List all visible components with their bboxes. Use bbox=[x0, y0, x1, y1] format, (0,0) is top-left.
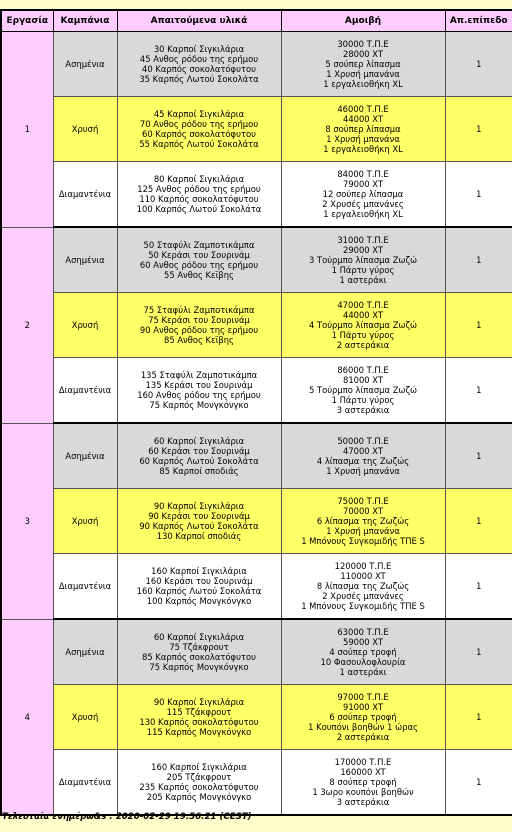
table-row bbox=[1, 489, 512, 554]
table-row bbox=[1, 750, 512, 816]
level-cell: 1 bbox=[445, 162, 512, 228]
rewards-cell bbox=[281, 619, 445, 685]
rewards-cell bbox=[281, 293, 445, 358]
materials-cell bbox=[117, 619, 281, 685]
reward-line: 3 αστεράκια bbox=[336, 797, 390, 807]
material-line: 90 Καρπός Λωτού Σοκολάτα bbox=[139, 521, 259, 531]
reward-line: 1 Χρυσή μπανάνα bbox=[326, 526, 400, 536]
material-line: 55 Ανθος Κεϊβης bbox=[164, 270, 234, 280]
campaign-cell: Ασημένια bbox=[53, 423, 117, 489]
reward-line: 1 Κουπόνι βοηθών 1 ώρας bbox=[308, 722, 418, 732]
material-line: 205 Τζάκφρουτ bbox=[166, 772, 232, 782]
material-line: 90 Ανθος ρόδου της ερήμου bbox=[139, 325, 259, 335]
task-number-cell: 2 bbox=[1, 227, 53, 423]
reward-line: 1 εργαλειοθήκη XL bbox=[323, 209, 403, 219]
material-line: 115 Τζάκφρουτ bbox=[166, 707, 232, 717]
level-cell: 1 bbox=[445, 423, 512, 489]
campaign-cell: Χρυσή bbox=[53, 489, 117, 554]
material-line: 130 Καρπός σοκολατόφυτου bbox=[139, 717, 259, 727]
reward-line: 4 λίπασμα της Ζωζώς bbox=[316, 456, 410, 466]
reward-line: 1 3ωρο κουπόνι βοηθών bbox=[312, 787, 414, 797]
reward-line: 1 Χρυσή μπανάνα bbox=[326, 69, 400, 79]
campaign-cell: Διαμαντένια bbox=[53, 162, 117, 228]
level-cell: 1 bbox=[445, 489, 512, 554]
rewards-cell bbox=[281, 489, 445, 554]
reward-line: 81000 XT bbox=[342, 375, 383, 385]
materials-cell bbox=[117, 162, 281, 228]
header-campaign: Καμπάνια bbox=[53, 10, 117, 32]
campaign-cell: Ασημένια bbox=[53, 32, 117, 97]
reward-line: 59000 XT bbox=[342, 637, 383, 647]
material-line: 85 Ανθος Κεϊβης bbox=[164, 335, 234, 345]
rewards-table bbox=[0, 9, 512, 816]
material-line: 60 Ανθος ρόδου της ερήμου bbox=[139, 260, 259, 270]
table-body bbox=[1, 32, 512, 816]
rewards-cell bbox=[281, 423, 445, 489]
material-line: 160 Καρπός Λωτού Σοκολάτα bbox=[136, 586, 262, 596]
material-line: 60 Κεράσι του Σουρινάμ bbox=[148, 446, 250, 456]
reward-line: 79000 XT bbox=[342, 179, 383, 189]
material-line: 160 Κεράσι του Σουρινάμ bbox=[145, 576, 253, 586]
level-cell: 1 bbox=[445, 619, 512, 685]
material-line: 60 Καρποί Σιγκιλάρια bbox=[153, 632, 245, 642]
reward-line: 47000 XT bbox=[342, 446, 383, 456]
rewards-cell bbox=[281, 32, 445, 97]
reward-line: 4 Τούρμπο λίπασμα Ζωζώ bbox=[308, 320, 418, 330]
reward-line: 63000 Τ.Π.Ε bbox=[337, 627, 389, 637]
reward-line: 46000 Τ.Π.Ε bbox=[337, 104, 389, 114]
material-line: 75 Καρπός Μονγκόνγκο bbox=[149, 400, 249, 410]
reward-line: 1 Μπόνους Συγκομιδής ΤΠΕ S bbox=[301, 601, 425, 611]
reward-line: 84000 Τ.Π.Ε bbox=[337, 169, 389, 179]
level-cell: 1 bbox=[445, 32, 512, 97]
material-line: 100 Καρπός Λωτού Σοκολάτα bbox=[136, 204, 262, 214]
material-line: 40 Καρπός σοκολατόφυτου bbox=[142, 64, 256, 74]
table-row bbox=[1, 162, 512, 228]
table-row bbox=[1, 685, 512, 750]
material-line: 235 Καρπός σοκολατόφυτου bbox=[139, 782, 259, 792]
reward-line: 86000 Τ.Π.Ε bbox=[337, 365, 389, 375]
reward-line: 6 λίπασμα της Ζωζώς bbox=[316, 516, 410, 526]
material-line: 115 Καρπός Μονγκόνγκο bbox=[146, 727, 252, 737]
campaign-cell: Διαμαντένια bbox=[53, 358, 117, 424]
material-line: 35 Καρπός Λωτού Σοκολάτα bbox=[139, 74, 259, 84]
last-updated-footer: Τελευταία ενημέρω&s : 2020-02-29 19:56:21 (CEST) bbox=[2, 812, 252, 822]
reward-line: 29000 XT bbox=[342, 245, 383, 255]
reward-line: 28000 XT bbox=[342, 49, 383, 59]
materials-cell bbox=[117, 423, 281, 489]
header-materials: Απαιτούμενα υλικά bbox=[117, 10, 281, 32]
materials-cell bbox=[117, 489, 281, 554]
material-line: 75 Κεράσι του Σουρινάμ bbox=[148, 315, 250, 325]
rewards-cell bbox=[281, 358, 445, 424]
material-line: 80 Καρποί Σιγκιλάρια bbox=[153, 174, 245, 184]
materials-cell bbox=[117, 685, 281, 750]
material-line: 70 Ανθος ρόδου της ερήμου bbox=[139, 119, 259, 129]
reward-line: 1 Πάρτυ γύρος bbox=[331, 265, 395, 275]
reward-line: 75000 Τ.Π.Ε bbox=[337, 496, 389, 506]
material-line: 110 Καρπός σοκολατόφυτου bbox=[139, 194, 259, 204]
material-line: 100 Καρπός Μονγκόνγκο bbox=[146, 596, 252, 606]
material-line: 60 Καρπός Λωτού Σοκολάτα bbox=[139, 456, 259, 466]
table-header-row bbox=[1, 10, 512, 32]
materials-cell bbox=[117, 358, 281, 424]
reward-line: 1 αστεράκι bbox=[339, 275, 387, 285]
reward-line: 1 Χρυσή μπανάνα bbox=[326, 466, 400, 476]
material-line: 75 Τζάκφρουτ bbox=[169, 642, 229, 652]
header-task: Εργασία bbox=[1, 10, 53, 32]
reward-line: 120000 Τ.Π.Ε bbox=[334, 561, 392, 571]
reward-line: 110000 XT bbox=[340, 571, 386, 581]
reward-line: 1 Μπόνους Συγκομιδής ΤΠΕ S bbox=[301, 536, 425, 546]
table-row bbox=[1, 32, 512, 97]
reward-line: 1 Πάρτυ γύρος bbox=[331, 395, 395, 405]
material-line: 60 Καρπός σοκολατόφυτου bbox=[142, 129, 256, 139]
rewards-cell bbox=[281, 750, 445, 816]
reward-line: 8 σούπερ λίπασμα bbox=[325, 124, 401, 134]
level-cell: 1 bbox=[445, 685, 512, 750]
table-row bbox=[1, 619, 512, 685]
reward-line: 1 Χρυσή μπανάνα bbox=[326, 134, 400, 144]
materials-cell bbox=[117, 293, 281, 358]
campaign-cell: Χρυσή bbox=[53, 293, 117, 358]
reward-line: 6 σούπερ τροφή bbox=[329, 712, 397, 722]
material-line: 130 Καρποί σποδιάς bbox=[156, 531, 242, 541]
material-line: 45 Ανθος ρόδου της ερήμου bbox=[139, 54, 259, 64]
task-number-cell: 4 bbox=[1, 619, 53, 815]
material-line: 60 Καρποί Σιγκιλάρια bbox=[153, 436, 245, 446]
materials-cell bbox=[117, 750, 281, 816]
material-line: 90 Καρποί Σιγκιλάρια bbox=[153, 501, 245, 511]
rewards-cell bbox=[281, 554, 445, 620]
material-line: 160 Καρποί Σιγκιλάρια bbox=[151, 566, 247, 576]
reward-line: 3 Τούρμπο λίπασμα Ζωζώ bbox=[308, 255, 418, 265]
level-cell: 1 bbox=[445, 750, 512, 816]
reward-line: 8 λίπασμα της Ζωζώς bbox=[316, 581, 410, 591]
reward-line: 2 αστεράκια bbox=[336, 732, 390, 742]
reward-line: 2 αστεράκια bbox=[336, 340, 390, 350]
level-cell: 1 bbox=[445, 97, 512, 162]
table-row bbox=[1, 358, 512, 424]
campaign-cell: Χρυσή bbox=[53, 685, 117, 750]
rewards-cell bbox=[281, 97, 445, 162]
table-row bbox=[1, 423, 512, 489]
reward-line: 5 Τούρμπο λίπασμα Ζωζώ bbox=[308, 385, 418, 395]
reward-line: 30000 Τ.Π.Ε bbox=[337, 39, 389, 49]
table-row bbox=[1, 293, 512, 358]
reward-line: 1 εργαλειοθήκη XL bbox=[323, 79, 403, 89]
table-row bbox=[1, 554, 512, 620]
material-line: 90 Κεράσι του Σουρινάμ bbox=[148, 511, 250, 521]
reward-line: 1 αστεράκι bbox=[339, 667, 387, 677]
material-line: 75 Καρπός Μονγκόνγκο bbox=[149, 662, 249, 672]
material-line: 55 Καρπός Λωτού Σοκολάτα bbox=[139, 139, 259, 149]
task-number-cell: 3 bbox=[1, 423, 53, 619]
rewards-cell bbox=[281, 685, 445, 750]
task-number-cell: 1 bbox=[1, 32, 53, 228]
rewards-cell bbox=[281, 162, 445, 228]
rewards-cell bbox=[281, 227, 445, 293]
material-line: 50 Κεράσι του Σουρινάμ bbox=[148, 250, 250, 260]
reward-line: 8 σούπερ τροφή bbox=[329, 777, 397, 787]
level-cell: 1 bbox=[445, 293, 512, 358]
reward-line: 44000 XT bbox=[342, 310, 383, 320]
material-line: 85 Καρποί σποδιάς bbox=[159, 466, 239, 476]
reward-line: 2 Χρυσές μπανάνες bbox=[322, 591, 404, 601]
material-line: 135 Σταφύλι Ζαμποτικάμπα bbox=[140, 370, 258, 380]
reward-line: 31000 Τ.Π.Ε bbox=[337, 235, 389, 245]
reward-line: 50000 Τ.Π.Ε bbox=[337, 436, 389, 446]
campaign-cell: Διαμαντένια bbox=[53, 554, 117, 620]
campaign-cell: Χρυσή bbox=[53, 97, 117, 162]
material-line: 30 Καρποί Σιγκιλάρια bbox=[153, 44, 245, 54]
material-line: 45 Καρποί Σιγκιλάρια bbox=[153, 109, 245, 119]
reward-line: 1 Πάρτυ γύρος bbox=[331, 330, 395, 340]
reward-line: 5 σούπερ λίπασμα bbox=[325, 59, 401, 69]
reward-line: 91000 XT bbox=[342, 702, 383, 712]
materials-cell bbox=[117, 227, 281, 293]
table-row bbox=[1, 97, 512, 162]
campaign-cell: Ασημένια bbox=[53, 619, 117, 685]
material-line: 160 Ανθος ρόδου της ερήμου bbox=[137, 390, 261, 400]
reward-line: 70000 XT bbox=[342, 506, 383, 516]
material-line: 50 Σταφύλι Ζαμποτικάμπα bbox=[143, 240, 255, 250]
reward-line: 44000 XT bbox=[342, 114, 383, 124]
campaign-cell: Διαμαντένια bbox=[53, 750, 117, 816]
campaign-cell: Ασημένια bbox=[53, 227, 117, 293]
table-row bbox=[1, 227, 512, 293]
material-line: 205 Καρπός Μονγκόνγκο bbox=[146, 792, 252, 802]
reward-line: 97000 Τ.Π.Ε bbox=[337, 692, 389, 702]
reward-line: 160000 XT bbox=[340, 767, 386, 777]
level-cell: 1 bbox=[445, 554, 512, 620]
materials-cell bbox=[117, 554, 281, 620]
level-cell: 1 bbox=[445, 227, 512, 293]
header-level: Απ.επίπεδο bbox=[445, 10, 512, 32]
material-line: 135 Κεράσι του Σουρινάμ bbox=[145, 380, 253, 390]
reward-line: 170000 Τ.Π.Ε bbox=[334, 757, 392, 767]
header-rewards: Αμοιβή bbox=[281, 10, 445, 32]
reward-line: 10 Φασουλοφλουρία bbox=[320, 657, 406, 667]
material-line: 160 Καρποί Σιγκιλάρια bbox=[151, 762, 247, 772]
reward-line: 3 αστεράκια bbox=[336, 405, 390, 415]
reward-line: 4 σούπερ τροφή bbox=[329, 647, 397, 657]
material-line: 75 Σταφύλι Ζαμποτικάμπα bbox=[143, 305, 255, 315]
material-line: 85 Καρπός σοκολατόφυτου bbox=[142, 652, 256, 662]
level-cell: 1 bbox=[445, 358, 512, 424]
reward-line: 47000 Τ.Π.Ε bbox=[337, 300, 389, 310]
materials-cell bbox=[117, 97, 281, 162]
materials-cell bbox=[117, 32, 281, 97]
reward-line: 2 Χρυσές μπανάνες bbox=[322, 199, 404, 209]
material-line: 125 Ανθος ρόδου της ερήμου bbox=[137, 184, 261, 194]
reward-line: 1 εργαλειοθήκη XL bbox=[323, 144, 403, 154]
reward-line: 12 σούπερ λίπασμα bbox=[322, 189, 404, 199]
material-line: 90 Καρποί Σιγκιλάρια bbox=[153, 697, 245, 707]
